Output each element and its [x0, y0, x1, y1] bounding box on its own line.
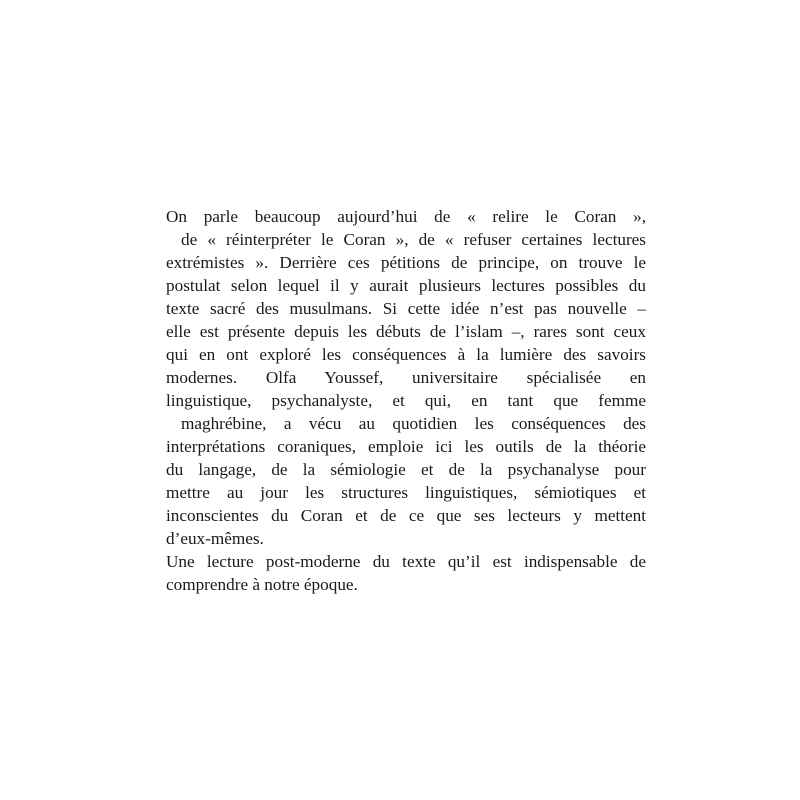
text-line: mettre au jour les structures linguistiques, sémiotiques et — [166, 483, 646, 502]
text-line: comprendre à notre époque. — [166, 575, 358, 594]
text-line: qui en ont exploré les conséquences à la lumière des savoirs — [166, 345, 646, 364]
text-line: texte sacré des musulmans. Si cette idée n’est pas nouvelle – — [166, 299, 646, 318]
text-line: de « réinterpréter le Coran », de « refuser certaines lectures — [181, 230, 646, 249]
text-line: extrémistes ». Derrière ces pétitions de principe, on trouve le — [166, 253, 646, 272]
text-line: interprétations coraniques, emploie ici les outils de la théorie — [166, 437, 646, 456]
text-line: linguistique, psychanalyste, et qui, en tant que femme — [166, 391, 646, 410]
text-line: maghrébine, a vécu au quotidien les conséquences des — [181, 414, 646, 433]
description-text-block — [166, 205, 646, 596]
text-line: du langage, de la sémiologie et de la psychanalyse pour — [166, 460, 646, 479]
text-line: modernes. Olfa Youssef, universitaire spécialisée en — [166, 368, 646, 387]
text-line: elle est présente depuis les débuts de l’islam –, rares sont ceux — [166, 322, 646, 341]
text-line: d’eux-mêmes. — [166, 529, 264, 548]
text-line: inconscientes du Coran et de ce que ses lecteurs y mettent — [166, 506, 646, 525]
text-line: On parle beaucoup aujourd’hui de « relire le Coran », — [166, 207, 646, 226]
text-line: postulat selon lequel il y aurait plusieurs lectures possibles du — [166, 276, 646, 295]
text-line: Une lecture post-moderne du texte qu’il est indispensable de — [166, 552, 646, 571]
